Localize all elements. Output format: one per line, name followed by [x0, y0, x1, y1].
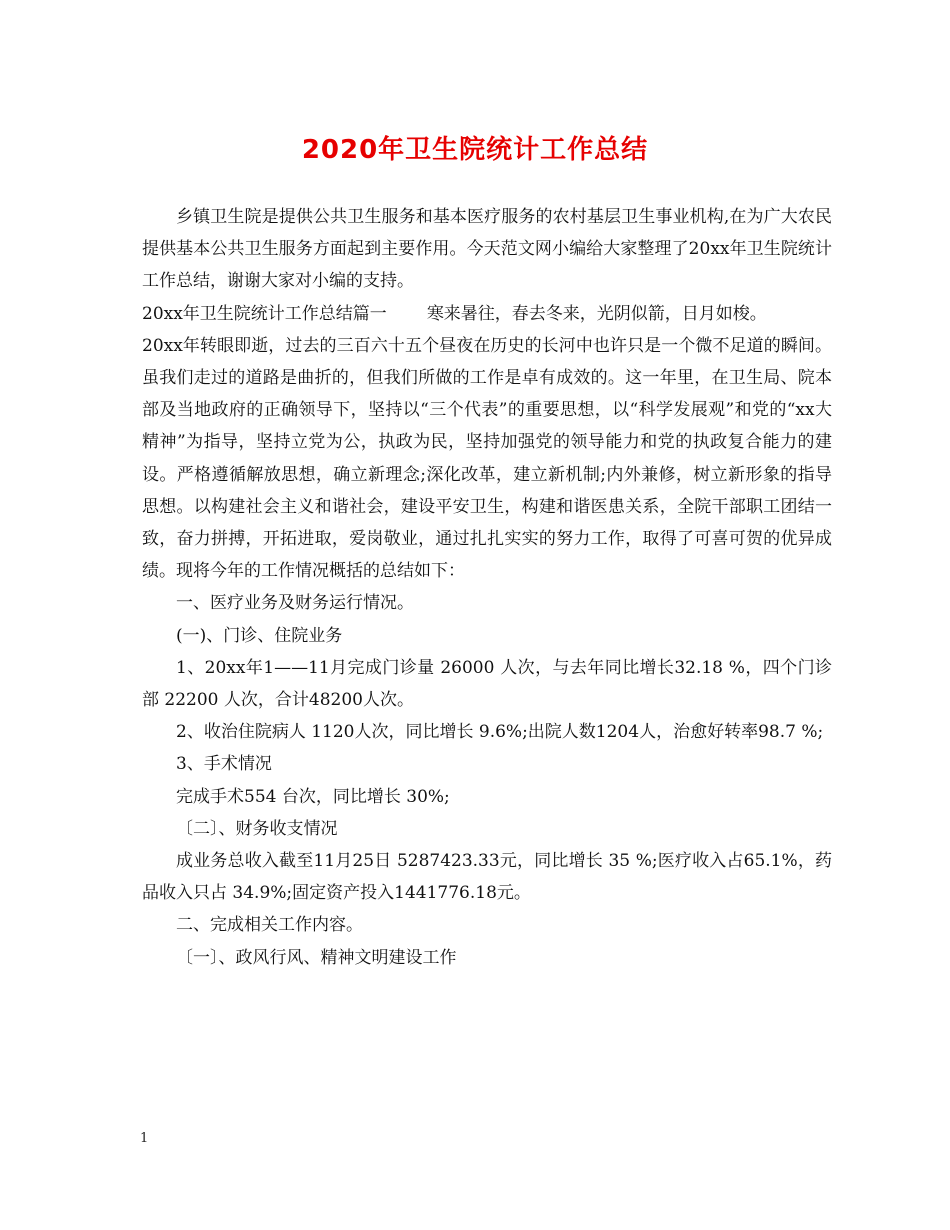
intro-paragraph: 乡镇卫生院是提供公共卫生服务和基本医疗服务的农村基层卫生事业机构,在为广大农民提供基本公共卫生服务方面起到主要作用。今天范文网小编给大家整理了20xx年卫生院统计工作总结，谢谢大家对小编的支持。 — [142, 207, 832, 292]
outpatient-stats-paragraph: 1、20xx年1——11月完成门诊量 26000 人次，与去年同比增长32.18 %，四个门诊部 22200 人次，合计48200人次。 — [142, 657, 832, 711]
summary-paragraph: 20xx年转眼即逝，过去的三百六十五个昼夜在历史的长河中也许只是一个微不足道的瞬间。虽我们走过的道路是曲折的，但我们所做的工作是卓有成效的。这一年里，在卫生局、院本部及当地政府的正确领导下，坚持以“三个代表”的重要思想，以“科学发展观”和党的“xx大精神”为指导，坚持立党为公，执政为民，坚持加强党的领导能力和党的执政复合能力的建设。严格遵循解放思想，确立新理念;深化改革，建立新机制;内外兼修，树立新形象的指导思想。以构建社会主义和谐社会，建设平安卫生，构建和谐医患关系，全院干部职工团结一致，奋力拼搏，开拓进取，爱岗敬业，通过扎扎实实的努力工作，取得了可喜可贺的优异成绩。现将今年的工作情况概括的总结如下： — [142, 335, 832, 582]
surgery-stats-paragraph: 完成手术554 台次，同比增长 30%; — [176, 786, 450, 807]
related-work-heading: 二、完成相关工作内容。 — [176, 915, 363, 936]
surgery-heading: 3、手术情况 — [176, 754, 272, 775]
document-body — [142, 201, 832, 974]
civilization-heading: 〔一〕、政风行风、精神文明建设工作 — [176, 947, 457, 968]
heading-medical-finance: 一、医疗业务及财务运行情况。 — [176, 593, 414, 614]
page-number: 1 — [140, 1131, 149, 1146]
finance-stats-paragraph: 成业务总收入截至11月25日 5287423.33元，同比增长 35 %;医疗收入占65.1%，药品收入只占 34.9%;固定资产投入1441776.18元。 — [142, 851, 832, 904]
section-heading-paragraph — [142, 298, 832, 330]
section-lead: 寒来暑往，春去冬来，光阴似箭，日月如梭。 — [426, 303, 767, 324]
finance-heading: 〔二〕、财务收支情况 — [176, 818, 338, 839]
inpatient-stats-paragraph: 2、收治住院病人 1120人次，同比增长 9.6%;出院人数1204人，治愈好转率98.7 %; — [176, 722, 824, 743]
document-title: 2020年卫生院统计工作总结 — [301, 135, 649, 165]
section-heading: 20xx年卫生院统计工作总结篇一 — [142, 303, 387, 324]
subheading-outpatient-inpatient: (一)、门诊、住院业务 — [176, 625, 343, 646]
